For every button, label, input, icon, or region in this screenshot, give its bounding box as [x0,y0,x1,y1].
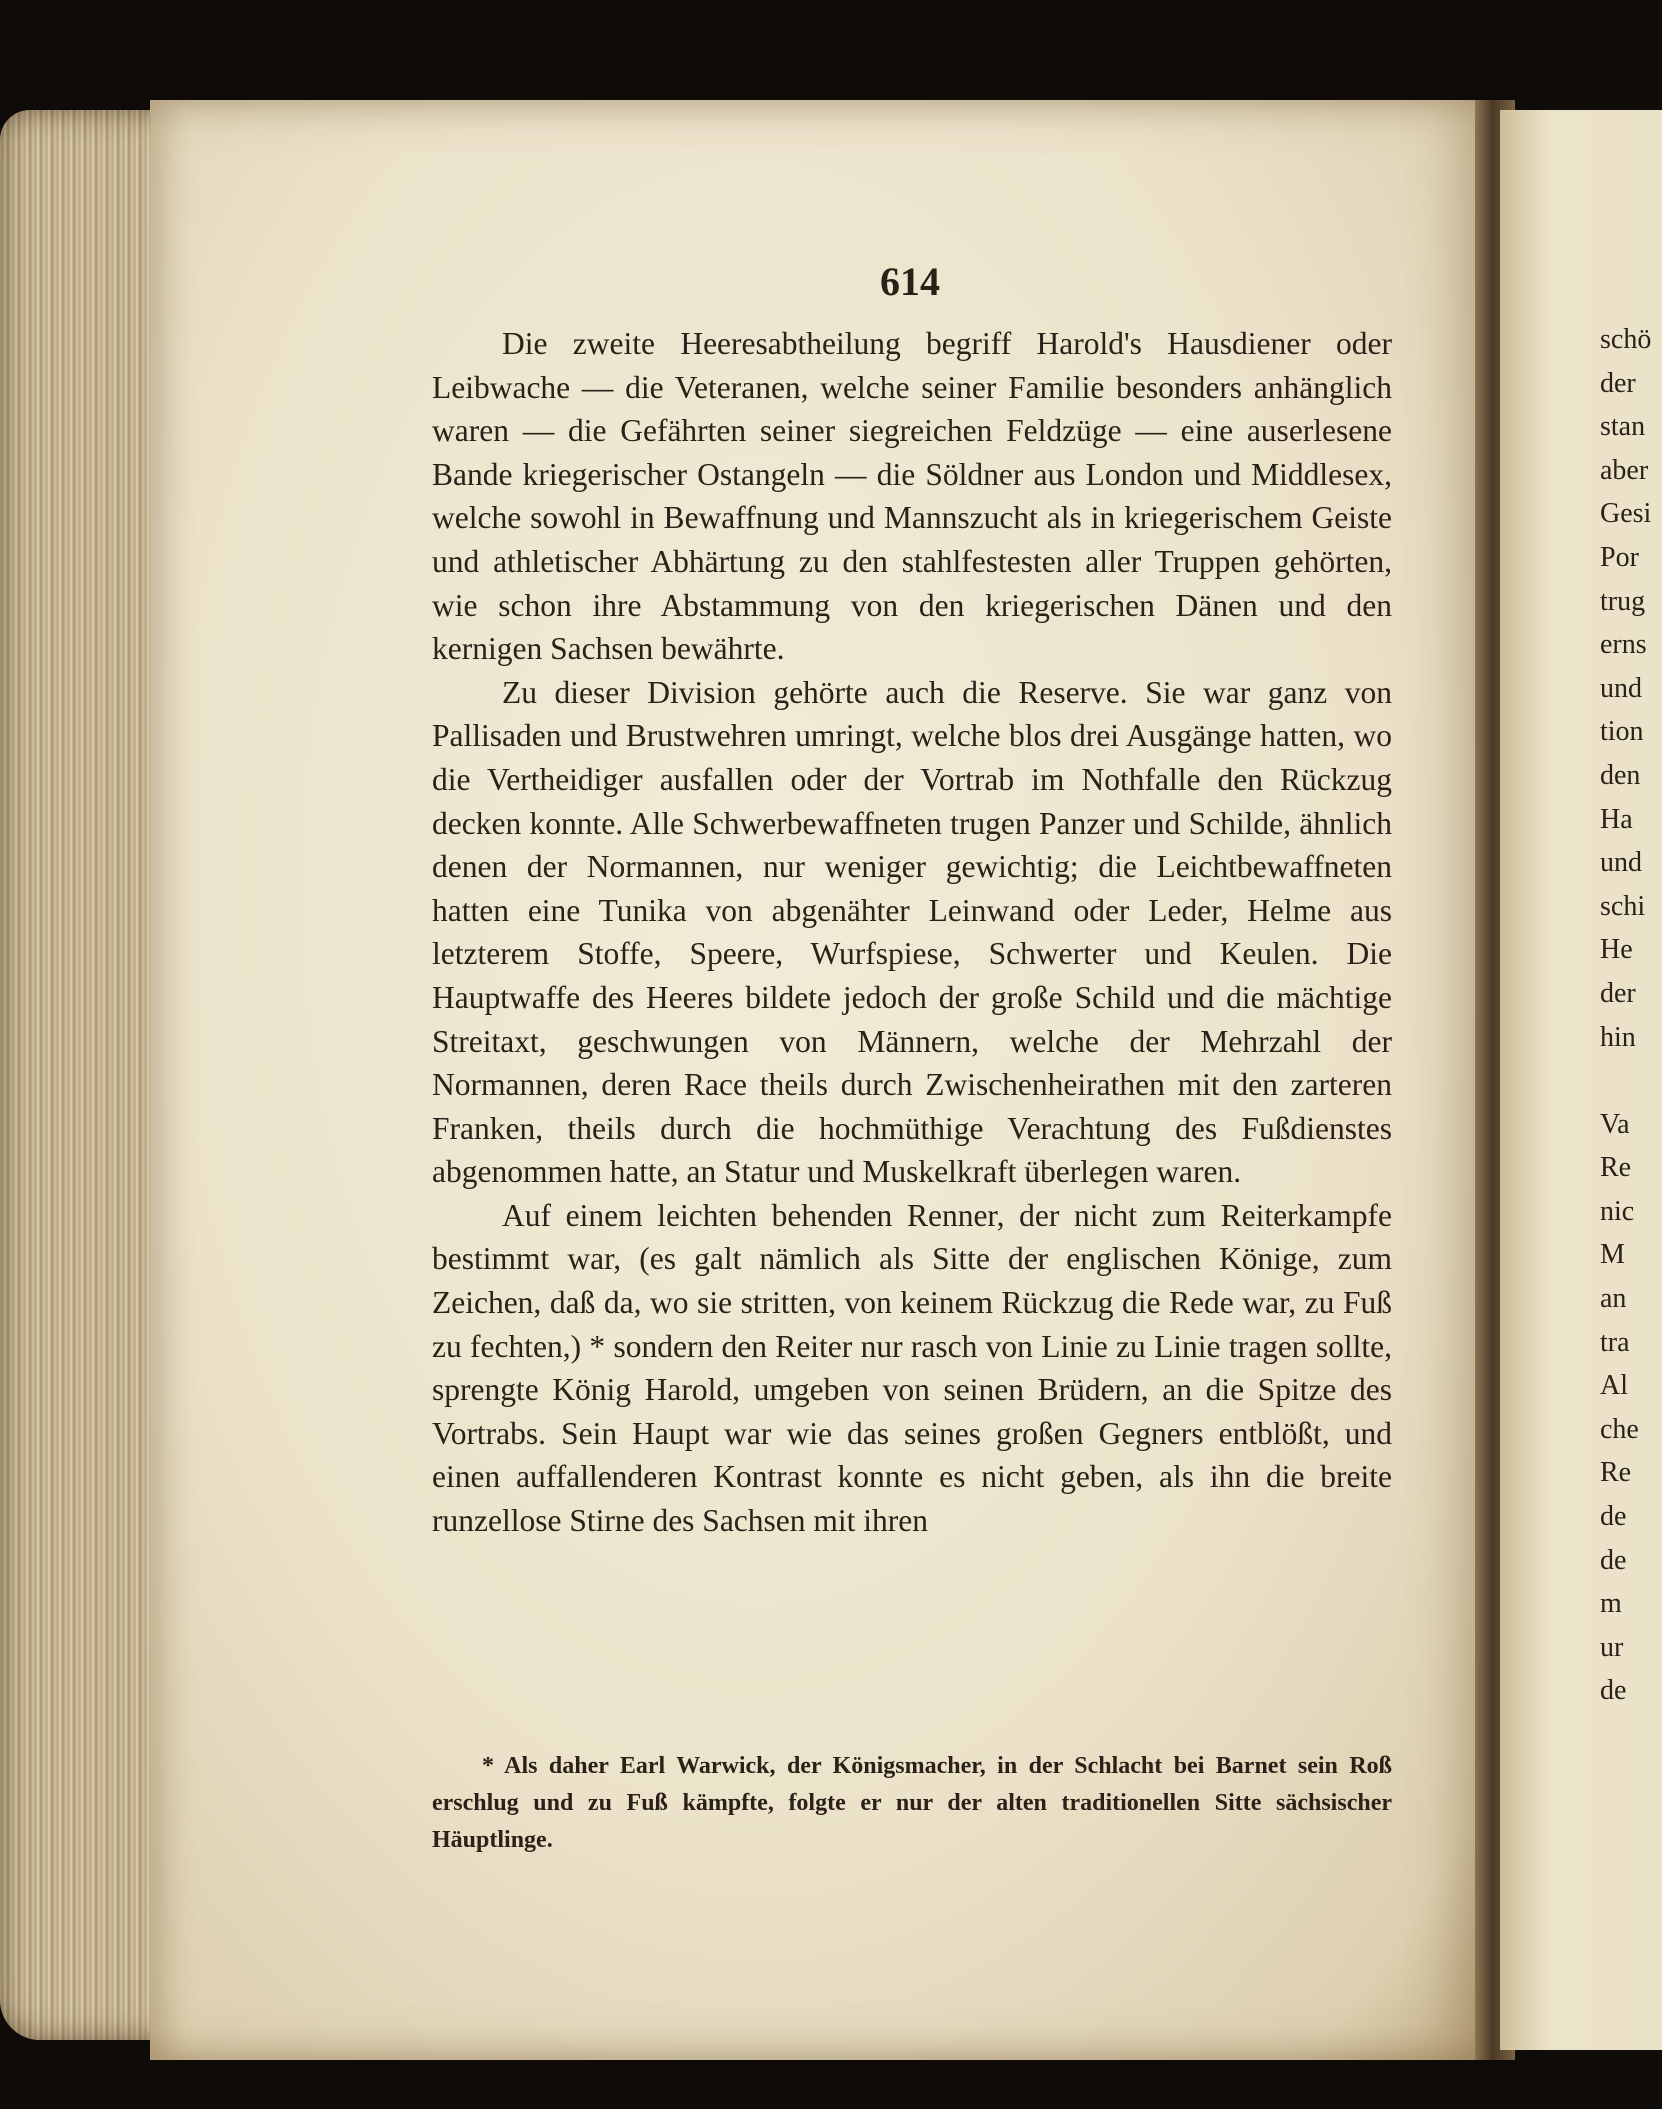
facing-line: und [1600,847,1642,879]
facing-line: de [1600,1501,1627,1533]
facing-line: che [1600,1413,1639,1445]
facing-page [1500,110,1662,2050]
facing-line: ur [1600,1631,1624,1663]
facing-line: der [1600,367,1636,399]
facing-line: Gesi [1600,498,1652,530]
facing-page-text [1600,318,1662,1713]
body-text [432,322,1392,1543]
facing-line: Re [1600,1152,1632,1184]
page-number: 614 [880,259,940,304]
facing-line: schö [1600,324,1652,355]
facing-line: m [1600,1588,1622,1620]
facing-line: Ha [1600,803,1633,835]
facing-line: He [1600,934,1633,966]
facing-line: hin [1600,1021,1636,1053]
facing-line: M [1600,1239,1625,1271]
facing-line: tion [1600,716,1644,748]
facing-line: stan [1600,411,1646,443]
facing-line: schi [1600,890,1646,922]
facing-line: nic [1600,1195,1635,1227]
book-spread [0,100,1662,2060]
facing-line: der [1600,977,1636,1009]
facing-line: de [1600,1544,1627,1576]
footnote [432,1748,1392,1859]
facing-line: aber [1600,454,1649,486]
paragraph-2: Zu dieser Division gehörte auch die Reserve. Sie war ganz von Pallisaden und Brustwehren umringt, welche blos drei Ausgänge hatten, wo die Vertheidiger ausfallen oder der Vortrab im Nothfalle den Rückzug decken konnte. Alle Schwerbewaffneten trugen Panzer und Schilde, ähnlich denen der Normannen, nur weniger gewichtig; die Leichtbewaffneten hatten eine Tunika von abgenähter Leinwand oder Leder, Helme aus letzterem Stoffe, Speere, Wurfspiese, Schwerter und Keulen. Die Hauptwaffe des Heeres bildete jedoch der große Schild und die mächtige Streitaxt, geschwungen von Männern, welche der Mehrzahl der Normannen, deren Race theils durch Zwischenheirathen mit den zarteren Franken, theils durch die hochmüthige Verachtung des Fußdienstes abgenommen hatte, an Statur und Muskelkraft überlegen waren. [432,674,1392,1190]
facing-line: Al [1600,1370,1628,1402]
paragraph-1: Die zweite Heeresabtheilung begriff Harold's Hausdiener oder Leibwache — die Veteranen, welche seiner Familie besonders anhänglich waren — die Gefährten seiner siegreichen Feldzüge — eine auserlesene Bande kriegerischer Ostangeln — die Söldner aus London und Middlesex, welche sowohl in Bewaffnung und Mannszucht als in kriegerischem Geiste und athletischer Abhärtung zu den stahlfestesten aller Truppen gehörten, wie schon ihre Abstammung von den kriegerischen Dänen und den kernigen Sachsen bewährte. [432,326,1392,667]
facing-line: den [1600,759,1641,791]
facing-line: Va [1600,1108,1630,1140]
facing-line: tra [1600,1326,1630,1358]
facing-line: de [1600,1675,1627,1707]
facing-line: Por [1600,541,1639,573]
facing-line: Re [1600,1457,1632,1489]
facing-line: und [1600,672,1642,704]
facing-line: an [1600,1283,1627,1315]
paragraph-3: Auf einem leichten behenden Renner, der nicht zum Reiterkampfe bestimmt war, (es galt nämlich als Sitte der englischen Könige, zum Zeichen, daß da, wo sie stritten, von keinem Rückzug die Rede war, zu Fuß zu fechten,) * sondern den Reiter nur rasch von Linie zu Linie tragen sollte, sprengte König Harold, umgeben von seinen Brüdern, an die Spitze des Vortrabs. Sein Haupt war wie das seines großen Gegners entblößt, und einen auffallenderen Kontrast konnte es nicht geben, als ihn die breite runzellose Stirne des Sachsen mit ihren [432,1197,1392,1539]
facing-line: erns [1600,629,1647,661]
facing-line: trug [1600,585,1646,617]
footnote-text: * Als daher Earl Warwick, der Königsmacher, in der Schlacht bei Barnet sein Roß erschlug und zu Fuß kämpfte, folgte er nur der alten traditionellen Sitte sächsischer Häuptlinge. [432,1753,1392,1853]
